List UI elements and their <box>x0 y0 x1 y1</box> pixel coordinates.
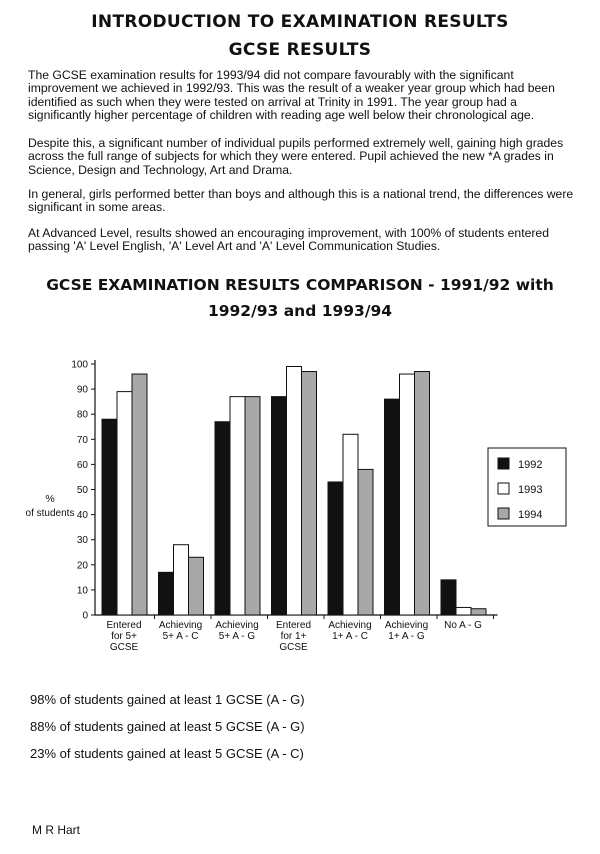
x-tick-label: 1+ A - G <box>388 631 425 642</box>
y-tick-label: 0 <box>82 610 88 622</box>
chart-title-line1: GCSE EXAMINATION RESULTS COMPARISON - 1991/92 with <box>46 276 554 294</box>
x-tick-label: GCSE <box>109 642 139 653</box>
bar-1992-5 <box>385 399 400 615</box>
x-tick-label: Achieving <box>215 620 259 631</box>
bar-1994-1 <box>189 557 204 615</box>
paragraph-advanced-level: At Advanced Level, results showed an encouraging improvement, with 100% of students entered passing 'A' Level English, 'A' Level Art and 'A' Level Communication Studies. <box>28 226 549 254</box>
y-tick-label: 60 <box>76 459 88 471</box>
x-tick-label: for 1+ <box>280 631 307 642</box>
y-tick-label: 10 <box>76 585 88 597</box>
legend-label-1994: 1994 <box>518 509 543 521</box>
bar-1992-0 <box>102 419 117 615</box>
bar-1994-3 <box>302 372 317 615</box>
x-tick-label: GCSE <box>279 642 308 653</box>
stat-line-2: 88% of students gained at least 5 GCSE (A - G) <box>30 719 305 734</box>
bar-1994-0 <box>132 374 147 615</box>
bar-1992-1 <box>159 572 174 615</box>
paragraph-performance: Despite this, a significant number of individual pupils performed extremely well, gaining high grades across the full range of subjects for which they were entered. Pupil achieved the new *A grades in Science, Design and Technology, Art and Drama. <box>28 136 564 177</box>
x-tick-label: 1+ A - C <box>332 631 368 642</box>
y-tick-label: 20 <box>76 560 88 572</box>
bar-1994-2 <box>245 397 260 615</box>
y-tick-label: 100 <box>71 359 88 371</box>
bar-1993-1 <box>174 545 189 615</box>
chart-title-line2: 1992/93 and 1993/94 <box>207 302 393 320</box>
legend-label-1992: 1992 <box>518 459 543 471</box>
y-tick-label: 90 <box>76 384 88 396</box>
y-tick-label: 50 <box>76 485 88 496</box>
bar-1993-6 <box>456 607 471 615</box>
paragraph-gender: In general, girls performed better than boys and although this is a national trend, the differences were significant in some areas. <box>28 187 574 215</box>
x-tick-label: Entered <box>275 620 312 631</box>
y-axis-label-line2: of students <box>25 508 75 519</box>
y-tick-label: 80 <box>76 409 88 421</box>
y-tick-label: 70 <box>76 434 88 446</box>
legend-swatch-1994 <box>498 508 509 519</box>
bar-1992-2 <box>215 422 230 615</box>
bar-1994-5 <box>415 372 430 615</box>
x-tick-label: No A - G <box>444 620 482 631</box>
y-tick-label: 40 <box>76 510 88 522</box>
stat-line-3: 23% of students gained at least 5 GCSE (A - C) <box>30 746 304 761</box>
bar-1992-3 <box>272 397 287 615</box>
bar-1993-2 <box>230 397 245 615</box>
bar-1994-4 <box>358 469 373 615</box>
page-title: INTRODUCTION TO EXAMINATION RESULTS <box>91 12 509 32</box>
x-tick-label: Achieving <box>384 620 429 631</box>
x-tick-label: Achieving <box>158 620 203 631</box>
bar-1993-0 <box>117 392 132 615</box>
page-subtitle: GCSE RESULTS <box>228 40 372 60</box>
stat-line-1: 98% of students gained at least 1 GCSE (A - G) <box>30 692 305 707</box>
x-tick-label: Achieving <box>328 620 372 631</box>
bar-1992-4 <box>328 482 343 615</box>
bar-1994-6 <box>471 609 486 615</box>
results-bar-chart <box>0 350 600 680</box>
signature: M R Hart <box>32 823 80 837</box>
bar-1992-6 <box>441 580 456 615</box>
y-tick-label: 30 <box>76 535 88 547</box>
bar-1993-3 <box>287 367 302 615</box>
bar-1993-5 <box>400 374 415 615</box>
paragraph-intro: The GCSE examination results for 1993/94 did not compare favourably with the significant improvement we achieved in 1992/93. This was the result of a weaker year group which had been identified as such when they were tested on arrival at Trinity in 1991. The year group had a significantly higher percentage of children with reading age well below their chronological age. <box>28 68 555 123</box>
y-axis-label-line1: % <box>45 493 55 505</box>
x-tick-label: Entered <box>106 620 142 631</box>
legend-label-1993: 1993 <box>518 484 543 496</box>
x-tick-label: 5+ A - G <box>218 631 256 642</box>
legend-swatch-1992 <box>498 458 509 469</box>
x-tick-label: for 5+ <box>111 631 137 642</box>
bar-1993-4 <box>343 434 358 615</box>
legend-swatch-1993 <box>498 483 509 494</box>
x-tick-label: 5+ A - C <box>162 631 199 642</box>
